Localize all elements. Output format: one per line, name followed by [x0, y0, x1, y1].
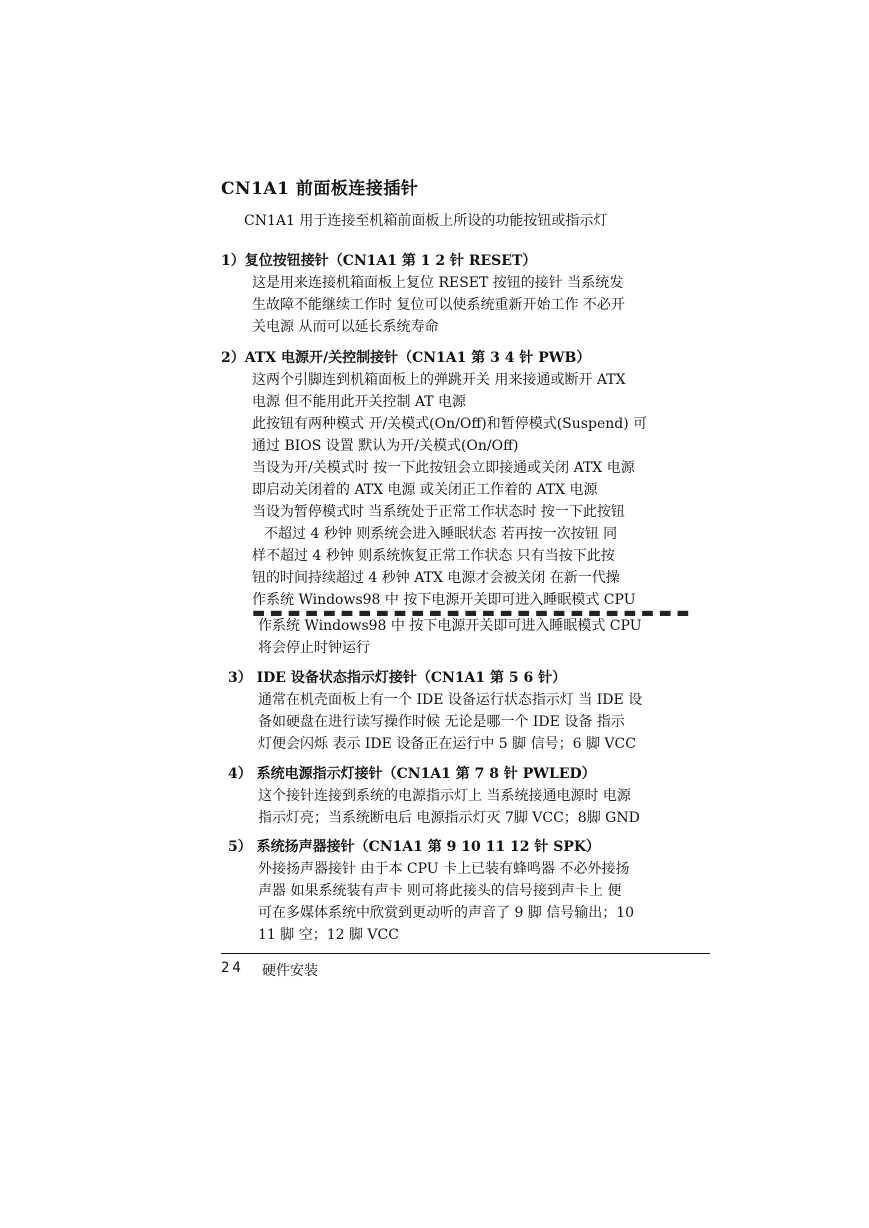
section-3-line: 灯便会闪烁 表示 IDE 设备正在运行中 5 脚 信号；6 脚 VCC	[258, 736, 636, 752]
section-5-heading: 5） 系统扬声器接针（CN1A1 第 9 10 11 12 针 SPK）	[228, 839, 601, 855]
section-3-line: 备如硬盘在进行读写操作时候 无论是哪一个 IDE 设备 指示	[258, 714, 625, 730]
section-2-line: 样不超过 4 秒钟 则系统恢复正常工作状态 只有当按下此按	[252, 548, 615, 564]
section-2-heading: 2）ATX 电源开/关控制接针（CN1A1 第 3 4 针 PWB）	[221, 350, 591, 366]
section-5-line: 11 脚 空；12 脚 VCC	[258, 927, 399, 943]
section-2-line: 当设为开/关模式时 按一下此按钮会立即接通或关闭 ATX 电源	[252, 460, 635, 476]
footer-label: 硬件安装	[262, 963, 318, 979]
section-1-line: 生故障不能继续工作时 复位可以使系统重新开始工作 不必开	[252, 297, 625, 313]
section-2-line: 不超过 4 秒钟 则系统会进入睡眠状态 若再按一次按钮 同	[264, 526, 618, 542]
section-2-cut-line-text: ▬ ▬ ▬ ▬ ▬ ▬ ▬ ▬ ▬ ▬ ▬ ▬ ▬ ▬ ▬ ▬ ▬ ▬ ▬ ▬ ▬ ▬ ▬ ▬ ▬	[252, 605, 690, 621]
section-2-line: 作系统 Windows98 中 按下电源开关即可进入睡眠模式 CPU	[252, 592, 636, 608]
section-2-line: 钮的时间持续超过 4 秒钟 ATX 电源才会被关闭 在新一代操	[252, 570, 620, 586]
section-2-line: 电源 但不能用此开关控制 AT 电源	[252, 394, 467, 410]
section-1-line: 关电源 从而可以延长系统寿命	[252, 319, 439, 335]
section-5-line: 声器 如果系统装有声卡 则可将此接头的信号接到声卡上 便	[258, 883, 622, 899]
page-number: 24	[221, 960, 244, 976]
section-2-line: 通过 BIOS 设置 默认为开/关模式(On/Off)	[252, 438, 519, 454]
section-4-line: 这个接针连接到系统的电源指示灯上 当系统接通电源时 电源	[258, 788, 631, 804]
section-4-line: 指示灯亮；当系统断电后 电源指示灯灭 7脚 VCC；8脚 GND	[258, 810, 640, 826]
section-3-line: 通常在机壳面板上有一个 IDE 设备运行状态指示灯 当 IDE 设	[258, 692, 643, 708]
intro-text: CN1A1 用于连接至机箱前面板上所设的功能按钮或指示灯	[244, 213, 608, 229]
section-5-line: 可在多媒体系统中欣赏到更动听的声音了 9 脚 信号输出；10	[258, 905, 635, 921]
footer-rule	[221, 953, 710, 954]
section-2-line: 将会停止时钟运行	[258, 640, 370, 656]
section-2-line: 作系统 Windows98 中 按下电源开关即可进入睡眠模式 CPU	[258, 618, 642, 634]
section-1-heading: 1）复位按钮接针（CN1A1 第 1 2 针 RESET）	[221, 253, 537, 269]
section-1-line: 这是用来连接机箱面板上复位 RESET 按钮的接针 当系统发	[252, 275, 624, 291]
section-2-line: 这两个引脚连到机箱面板上的弹跳开关 用来接通或断开 ATX	[252, 372, 626, 388]
section-2-cut-line	[252, 604, 710, 621]
section-2-line: 当设为暂停模式时 当系统处于正常工作状态时 按一下此按钮	[252, 504, 625, 520]
section-2-line: 此按钮有两种模式 开/关模式(On/Off)和暂停模式(Suspend) 可	[252, 416, 648, 432]
page-title: CN1A1 前面板连接插针	[221, 179, 419, 199]
section-4-heading: 4） 系统电源指示灯接针（CN1A1 第 7 8 针 PWLED）	[228, 766, 596, 782]
section-2-line: 即启动关闭着的 ATX 电源 或关闭正工作着的 ATX 电源	[252, 482, 598, 498]
section-5-line: 外接扬声器接针 由于本 CPU 卡上已装有蜂鸣器 不必外接扬	[258, 861, 630, 877]
section-3-heading: 3） IDE 设备状态指示灯接针（CN1A1 第 5 6 针）	[228, 670, 567, 686]
